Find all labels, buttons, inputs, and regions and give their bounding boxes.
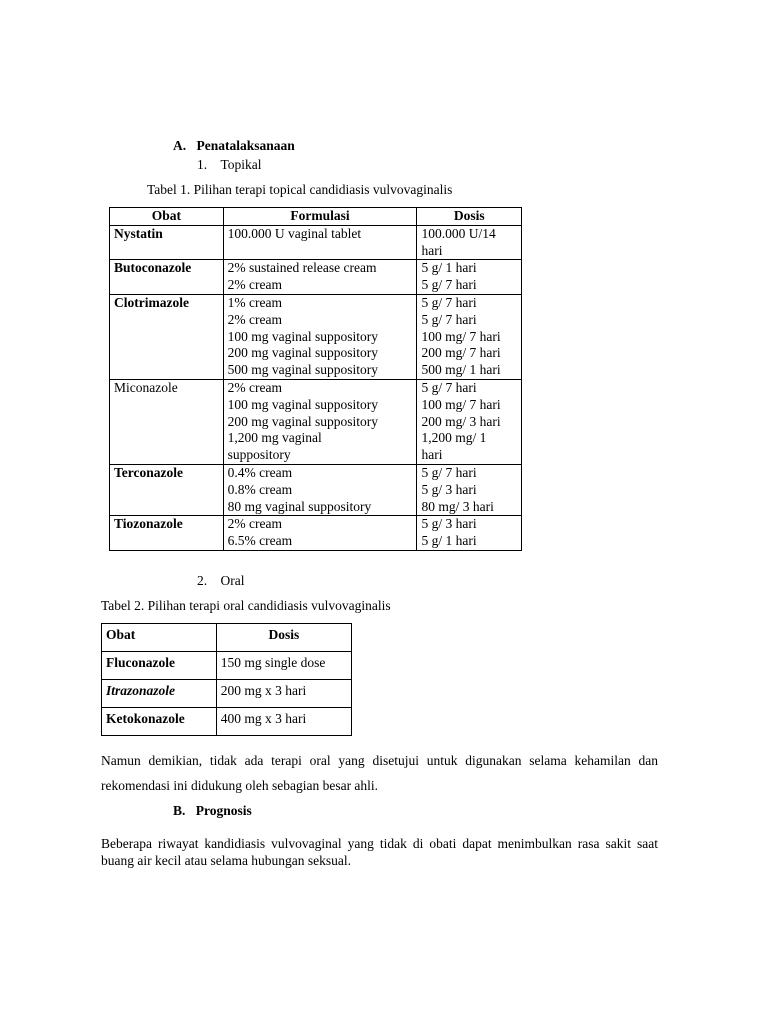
- table-1-dose: hari: [421, 447, 443, 463]
- table-1-dose-cell: [417, 464, 522, 515]
- table-1-formulation: 2% cream: [227, 379, 282, 395]
- table-1-body: [110, 225, 522, 550]
- table-2-dose-cell: 150 mg single dose: [216, 652, 351, 680]
- table-1-formulation: 0.8% cream: [227, 481, 293, 497]
- table-1-dose: 5 g/ 7 hari: [421, 464, 477, 480]
- table-2-drug-cell: Fluconazole: [102, 652, 217, 680]
- table-1-dose: 5 g/ 3 hari: [421, 481, 477, 497]
- table-1-dose: 5 g/ 7 hari: [421, 294, 477, 310]
- table-1-formulation: 100.000 U vaginal tablet: [227, 225, 362, 241]
- table-1-formulation: 2% cream: [227, 277, 282, 293]
- table-1-formulation: 200 mg vaginal suppository: [227, 345, 379, 361]
- table-1-dose: 200 mg/ 3 hari: [421, 413, 501, 429]
- table-1-row: [110, 260, 522, 295]
- table-1-dose: 5 g/ 7 hari: [421, 379, 477, 395]
- table2-caption: Tabel 2. Pilihan terapi oral candidiasis vulvovaginalis: [101, 598, 391, 613]
- table-1-row: [110, 294, 522, 379]
- table-1-header-dosis: Dosis: [417, 208, 522, 226]
- table-1-dose-cell: [417, 379, 522, 464]
- table-1-drug-cell: Butoconazole: [110, 260, 224, 295]
- table-1-header-obat: Obat: [110, 208, 224, 226]
- table-1-drug-cell: Clotrimazole: [110, 294, 224, 379]
- table-1-dose-cell: [417, 294, 522, 379]
- table-2-body: [102, 652, 352, 736]
- table-1-dose: hari: [421, 242, 443, 258]
- table-1-dose: 100.000 U/14: [421, 225, 496, 241]
- table-1-dose: 5 g/ 7 hari: [421, 311, 477, 327]
- table-1-formulation: 100 mg vaginal suppository: [227, 328, 379, 344]
- table-2-header-dosis: Dosis: [216, 624, 351, 652]
- table-1-dose: 5 g/ 1 hari: [421, 533, 477, 549]
- subsection-1-marker: 1.: [197, 157, 208, 172]
- table-1-row: [110, 464, 522, 515]
- subsection-1-title: Topikal: [220, 157, 262, 172]
- section-b-marker: B.: [173, 803, 186, 818]
- table-1-drug-cell: Terconazole: [110, 464, 224, 515]
- table-1-dose: 5 g/ 7 hari: [421, 277, 477, 293]
- table-1-formulation: 500 mg vaginal suppository: [227, 362, 379, 378]
- table-1-formulation: 1,200 mg vaginal: [227, 430, 322, 446]
- subsection-2-marker: 2.: [197, 573, 208, 588]
- subsection-1-heading: [197, 157, 262, 173]
- table-1-dose: 200 mg/ 7 hari: [421, 345, 501, 361]
- table-2-row: [102, 680, 352, 708]
- table-1-dose: 80 mg/ 3 hari: [421, 498, 494, 514]
- table-1-dose: 500 mg/ 1 hari: [421, 362, 501, 378]
- table-1-formulation: 200 mg vaginal suppository: [227, 413, 379, 429]
- table-1-dose: 100 mg/ 7 hari: [421, 328, 501, 344]
- table-1-dose: 100 mg/ 7 hari: [421, 396, 501, 412]
- table-2: [101, 623, 352, 736]
- table-1: [109, 207, 522, 551]
- table-1-formulation: 2% cream: [227, 311, 282, 327]
- table-2-row: [102, 708, 352, 736]
- table-2-drug-cell: Ketokonazole: [102, 708, 217, 736]
- table-1-formulation-cell: [223, 516, 417, 551]
- table-1-formulation-cell: [223, 379, 417, 464]
- table1-caption: Tabel 1. Pilihan terapi topical candidiasis vulvovaginalis: [147, 182, 453, 197]
- table-1-row: [110, 225, 522, 260]
- table-1-header-row: [110, 208, 522, 226]
- table-1-formulation: 100 mg vaginal suppository: [227, 396, 379, 412]
- table-2-header-row: [102, 624, 352, 652]
- table-1-formulation: 1% cream: [227, 294, 282, 310]
- table-1-formulation: 0.4% cream: [227, 464, 293, 480]
- table-1-dose-cell: [417, 516, 522, 551]
- table-1-formulation: suppository: [227, 447, 291, 463]
- table-2-dose-cell: 200 mg x 3 hari: [216, 680, 351, 708]
- table-1-drug-cell: Miconazole: [110, 379, 224, 464]
- section-a-marker: A.: [173, 138, 187, 153]
- section-a-heading: [173, 138, 295, 154]
- table-2-drug-cell: Itrazonazole: [102, 680, 217, 708]
- table-1-formulation-cell: [223, 260, 417, 295]
- table-1-formulation: 80 mg vaginal suppository: [227, 498, 372, 514]
- table-1-dose: 1,200 mg/ 1: [421, 430, 487, 446]
- table-1-row: [110, 379, 522, 464]
- table-1-dose-cell: [417, 225, 522, 260]
- table-1-formulation-cell: [223, 464, 417, 515]
- subsection-2-title: Oral: [220, 573, 245, 588]
- table-1-drug-cell: Nystatin: [110, 225, 224, 260]
- table-2-dose-cell: 400 mg x 3 hari: [216, 708, 351, 736]
- table-1-formulation-cell: [223, 225, 417, 260]
- table-1-dose: 5 g/ 1 hari: [421, 260, 477, 276]
- table-1-formulation: 6.5% cream: [227, 533, 293, 549]
- table-1-dose-cell: [417, 260, 522, 295]
- section-b-title: Prognosis: [195, 803, 252, 818]
- table-1-row: [110, 516, 522, 551]
- table-1-formulation-cell: [223, 294, 417, 379]
- paragraph-1: Namun demikian, tidak ada terapi oral yang disetujui untuk digunakan selama kehamilan dan rekomendasi ini didukung oleh sebagian besar ahli.: [101, 753, 658, 793]
- section-b-heading: [173, 803, 252, 819]
- subsection-2-heading: [197, 573, 245, 589]
- section-a-title: Penatalaksanaan: [196, 138, 295, 153]
- paragraph-2: Beberapa riwayat kandidiasis vulvovaginal yang tidak di obati dapat menimbulkan rasa sakit saat buang air kecil atau selama hubungan seksual.: [101, 836, 658, 868]
- table-1-header-formulasi: Formulasi: [223, 208, 417, 226]
- table-2-row: [102, 652, 352, 680]
- table-1-formulation: 2% sustained release cream: [227, 260, 377, 276]
- table-2-header-obat: Obat: [102, 624, 217, 652]
- table-1-dose: 5 g/ 3 hari: [421, 516, 477, 532]
- table-1-drug-cell: Tiozonazole: [110, 516, 224, 551]
- table-1-formulation: 2% cream: [227, 516, 282, 532]
